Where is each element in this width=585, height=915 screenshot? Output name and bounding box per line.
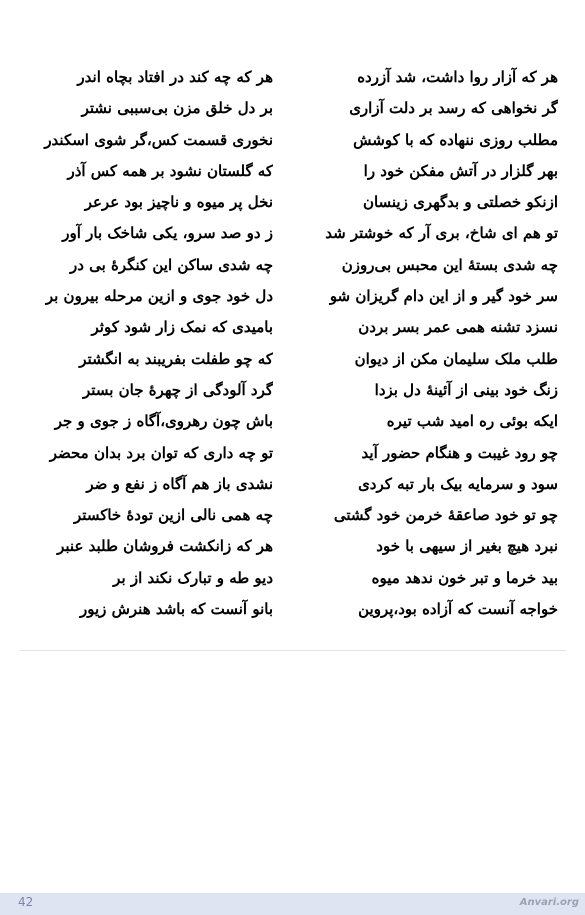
verse-hemistich: تو چه داری که توان برد بدان محضر (49, 443, 273, 462)
verse-hemistich: طلب ملک سلیمان مکن از دیوان (354, 349, 558, 368)
verse-hemistich: چه شدی بستهٔ این محبس بی‌روزن (341, 255, 558, 274)
verse-hemistich: زنگ خود بینی از آئینهٔ دل بزدا (374, 380, 558, 399)
verse-hemistich: بر دل خلق مزن بی‌سببی نشتر (81, 99, 273, 118)
verse-hemistich: مطلب روزی ننهاده که با کوشش (353, 130, 558, 149)
page-footer (0, 893, 585, 915)
verse-hemistich: بانو آنست که باشد هنرش زیور (79, 600, 273, 619)
site-watermark: Anvari.org (519, 897, 579, 908)
verse-hemistich: بید خرما و تبر خون ندهد میوه (371, 568, 558, 587)
verse-hemistich: خواجه آنست که آزاده بود،پروین (358, 600, 558, 619)
page-number: 42 (18, 895, 34, 909)
verse-hemistich: که گلستان نشود بر همه کس آذر (67, 161, 273, 180)
verse-hemistich: نشدی باز هم آگاه ز نفع و ضر (86, 474, 273, 493)
verse-hemistich: چو رود غیبت و هنگام حضور آید (361, 443, 558, 462)
verse-hemistich: گر نخواهی که رسد بر دلت آزاری (349, 99, 558, 118)
verse-hemistich: سر خود گیر و از این دام گریزان شو (329, 287, 558, 306)
verse-hemistich: تو هم ای شاخ، بری آر که خوشتر شد (325, 224, 558, 243)
verse-hemistich: باش چون رهروی،آگاه ز جوی و جر (54, 412, 273, 431)
verse-hemistich: بهر گلزار در آتش مفکن خود را (363, 161, 558, 180)
verse-hemistich: هر که آزار روا داشت، شد آزرده (357, 68, 558, 86)
verse-hemistich: ایکه بوئی ره امید شب تیره (386, 412, 558, 431)
verse-hemistich: نسزد تشنه همی عمر بسر بردن (358, 318, 558, 337)
divider-line (20, 650, 566, 651)
verse-hemistich: نخوری قسمت کس،گر شوی اسکندر (44, 130, 273, 149)
verse-hemistich: چه همی نالی ازین تودهٔ خاکستر (74, 506, 273, 525)
verse-hemistich: دیو طه و تبارک نکند از بر (113, 568, 273, 587)
verse-hemistich: ازنکو خصلتی و بدگهری زینسان (362, 193, 558, 212)
verse-hemistich: هر که چه کند در افتاد بچاه اندر (77, 68, 273, 86)
verse-hemistich: سود و سرمایه بیک بار تبه کردی (358, 474, 558, 493)
poem-left-column (28, 62, 273, 625)
verse-hemistich: گرد آلودگی از چهرهٔ جان بستر (83, 380, 273, 399)
verse-hemistich: هر که زانکشت فروشان طلبد عنبر (57, 537, 273, 556)
verse-hemistich: دل خود جوی و ازین مرحله بیرون بر (45, 287, 273, 306)
verse-hemistich: بامیدی که نمک زار شود کوثر (91, 318, 273, 337)
poem-body (28, 62, 558, 625)
poem-right-column (313, 62, 558, 625)
verse-hemistich: نخل پر میوه و ناچیز بود عرعر (84, 193, 273, 212)
verse-hemistich: که چو طفلت بفریبند به انگشتر (79, 349, 273, 368)
verse-hemistich: ز دو صد سرو، یکی شاخک بار آور (62, 224, 273, 243)
verse-hemistich: نبرد هیچ بغیر از سیهی با خود (376, 537, 558, 556)
verse-hemistich: چو تو خود صاعقهٔ خرمن خود گشتی (333, 506, 558, 525)
verse-hemistich: چه شدی ساکن این کنگرهٔ بی در (70, 255, 273, 274)
